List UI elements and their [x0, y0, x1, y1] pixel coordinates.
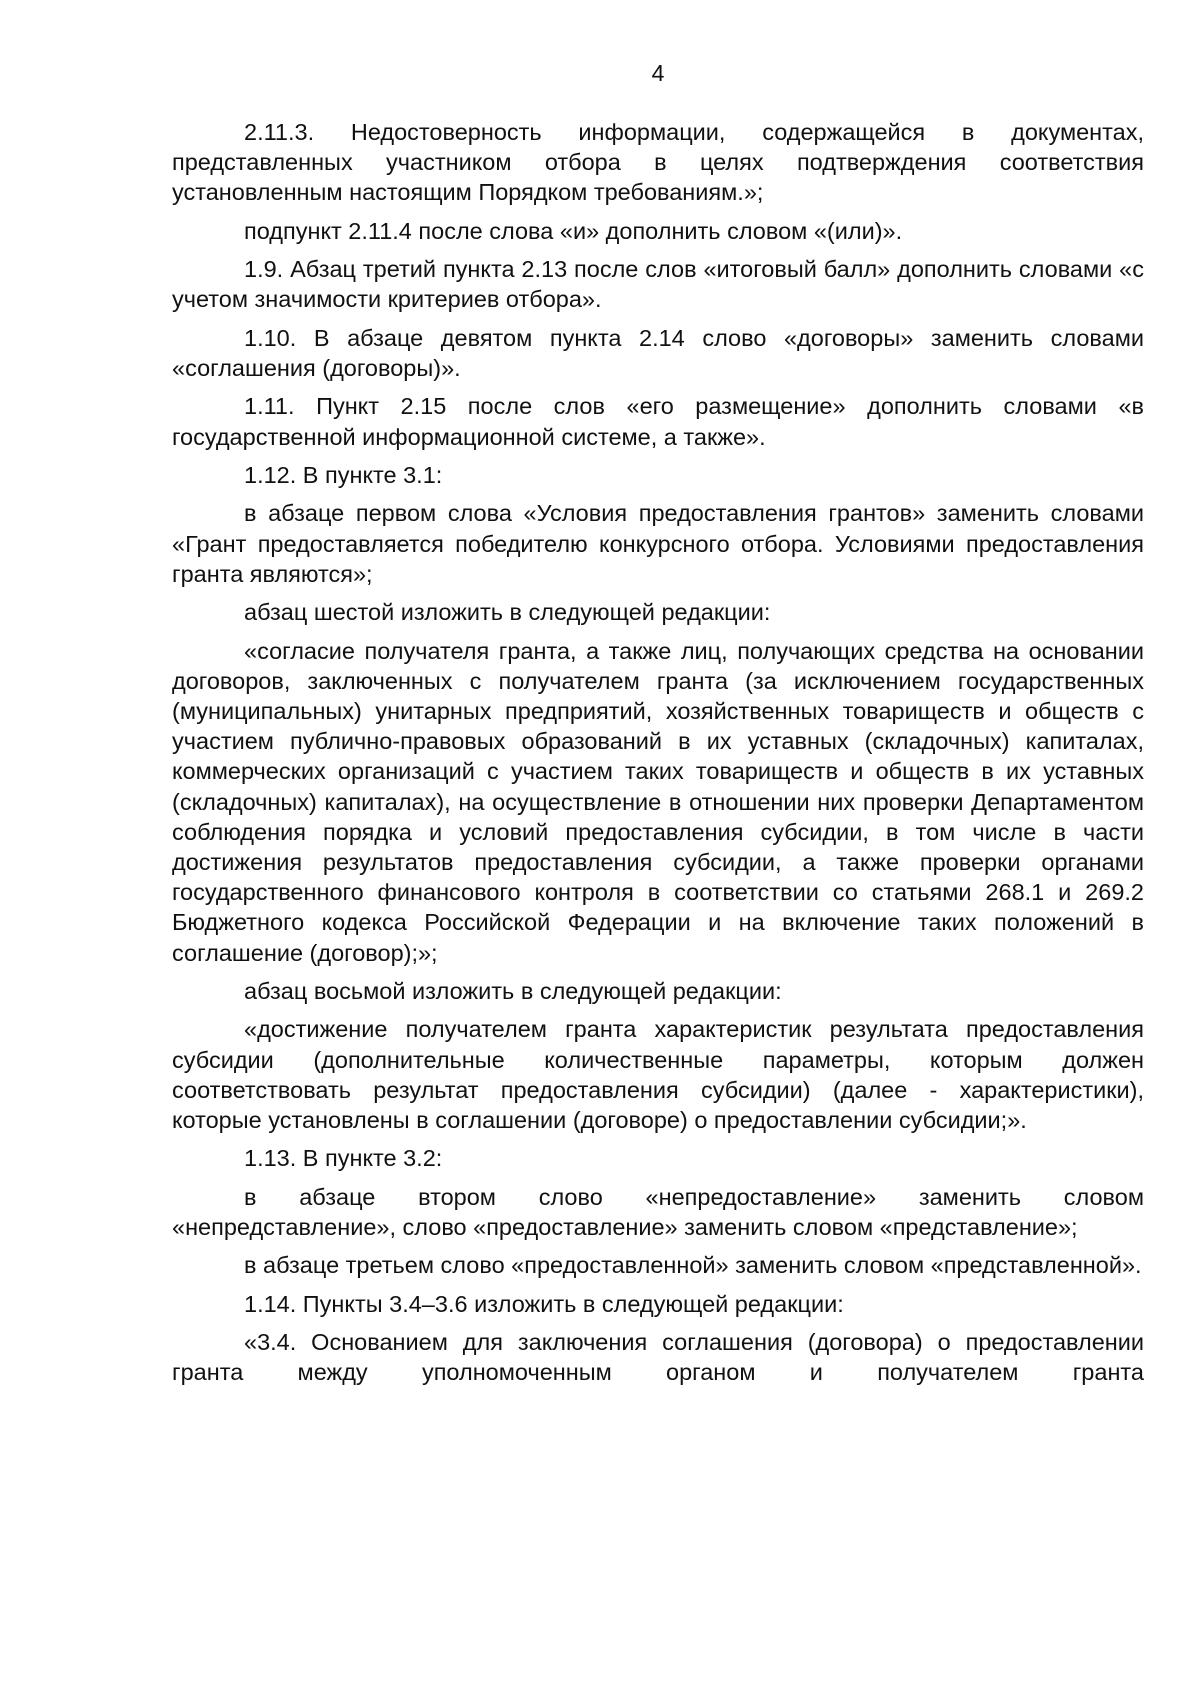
paragraph-2-11-3: 2.11.3. Недостоверность информации, содержащейся в документах, представленных участником отбора в целях подтверждения соответствия установленным настоящим Порядком требованиям.»;	[172, 119, 1144, 206]
paragraph-1-12: 1.12. В пункте 3.1:	[244, 461, 443, 488]
paragraph-1-9: 1.9. Абзац третий пункта 2.13 после слов «итоговый балл» дополнить словами «с учетом значимости критериев отбора».	[172, 256, 1144, 313]
document-body	[172, 117, 1144, 1396]
paragraph-1-13: 1.13. В пункте 3.2:	[244, 1145, 443, 1172]
paragraph-1-11: 1.11. Пункт 2.15 после слов «его размещение» дополнить словами «в государственной информационной системе, а также».	[172, 393, 1144, 450]
paragraph-3-2-third-abzac: в абзаце третьем слово «предоставленной» заменить словом «представленной».	[244, 1252, 1142, 1279]
paragraph-consent-quote: «согласие получателя гранта, а также лиц, получающих средства на основании договоров, заключенных с получателем гранта (за исключением государственных (муниципальных) унитарных предприятий, хозяйственных товариществ и обществ с участием публично-правовых образований в их уставных (складочных) капиталах, коммерческих организаций с участием таких товариществ и обществ в их уставных (складочных) капиталах), на осуществление в отношении них проверки Департаментом соблюдения порядка и условий предоставления субсидии, в том числе в части достижения результатов предоставления субсидии, а также проверки органами государственного финансового контроля в соответствии со статьями 268.1 и 269.2 Бюджетного кодекса Российской Федерации и на включение таких положений в соглашение (договор);»;	[172, 637, 1144, 966]
paragraph-eighth-abzac-intro: абзац восьмой изложить в следующей редакции:	[244, 977, 782, 1004]
paragraph-sixth-abzac-intro: абзац шестой изложить в следующей редакции:	[244, 599, 771, 626]
paragraph-3-4-quote: «3.4. Основанием для заключения соглашения (договора) о предоставлении гранта между уполномоченным органом и получателем гранта	[172, 1329, 1144, 1386]
page-number: 4	[651, 60, 665, 86]
paragraph-1-10: 1.10. В абзаце девятом пункта 2.14 слово «договоры» заменить словами «соглашения (договоры)».	[172, 324, 1144, 381]
paragraph-1-14: 1.14. Пункты 3.4–3.6 изложить в следующей редакции:	[244, 1290, 844, 1317]
paragraph-subpoint-2-11-4: подпункт 2.11.4 после слова «и» дополнить словом «(или)».	[244, 217, 903, 244]
paragraph-3-1-first-abzac: в абзаце первом слова «Условия предоставления грантов» заменить словами «Грант предоставляется победителю конкурсного отбора. Условиями предоставления гранта являются»;	[172, 500, 1144, 587]
paragraph-achievement-quote: «достижение получателем гранта характеристик результата предоставления субсидии (дополнительные количественные параметры, которым должен соответствовать результат предоставления субсидии) (далее - характеристики), которые установлены в соглашении (договоре) о предоставлении субсидии;».	[172, 1016, 1144, 1133]
paragraph-3-2-second-abzac: в абзаце втором слово «непредоставление» заменить словом «непредставление», слово «предоставление» заменить словом «представление»;	[172, 1183, 1144, 1240]
